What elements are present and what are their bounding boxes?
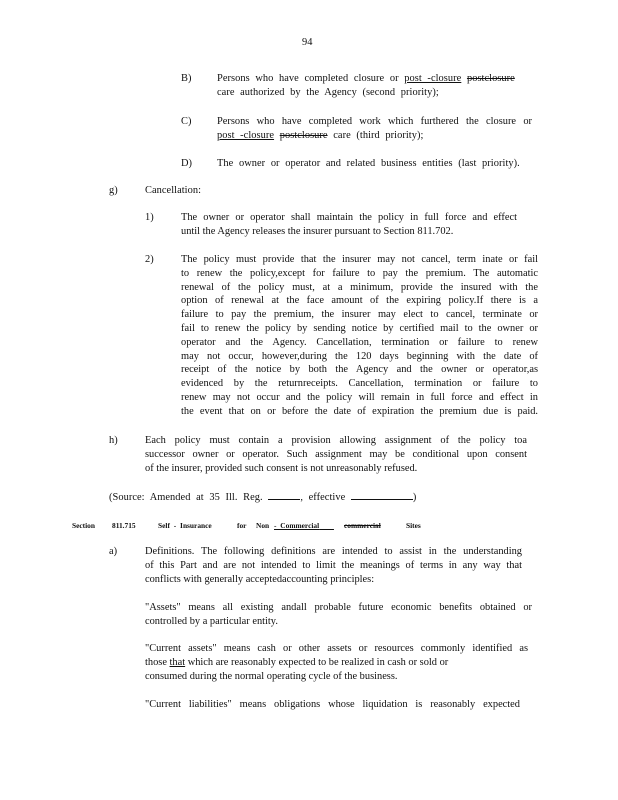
- section-title-c: Sites: [406, 521, 421, 530]
- source-effective: effective: [308, 492, 346, 503]
- item-b-text: Persons who have completed closure or: [217, 73, 405, 84]
- def-ca-line: [145, 656, 528, 670]
- item-c-deleted: postclosure: [279, 130, 328, 141]
- def-ca-those: those: [145, 656, 170, 668]
- item-d-label: D): [181, 158, 193, 169]
- g2-label: 2): [145, 254, 154, 265]
- def-assets: [145, 601, 532, 629]
- g-title: Cancellation:: [145, 185, 202, 196]
- def-ca-line: consumed during the normal operating cycle of the business.: [145, 670, 398, 682]
- section-inserted-text: - Commercial: [274, 521, 320, 530]
- def-current-assets: [145, 642, 528, 683]
- g2-line: may not occur, however,during the 120 days beginning with the date of: [181, 350, 538, 362]
- section-title-deleted: [344, 519, 381, 533]
- def-assets-line: "Assets" means all existing andall probable future economic benefits obtained or: [145, 602, 532, 613]
- item-b-label: B): [181, 73, 192, 84]
- section-title-a: Self - Insurance: [158, 521, 212, 530]
- section-deleted-text: commercial: [344, 521, 381, 530]
- defs-intro: [145, 545, 522, 586]
- item-c-line2: [217, 129, 423, 143]
- g2-line: failure to pay the premium, the insurer may elect to cancel, terminate or: [181, 309, 538, 321]
- item-b-deleted: postclosure: [466, 73, 515, 84]
- def-assets-line: controlled by a particular entity.: [145, 615, 278, 627]
- g2-line: renewal of the policy must, at a minimum, provide the insured with the: [181, 281, 538, 293]
- item-b-line1: [217, 72, 515, 86]
- g2-line: renew may not occur and the policy will remain in full force and effect in: [181, 391, 538, 403]
- source-prefix: (Source:: [109, 492, 145, 503]
- source-reg-blank: [268, 489, 300, 500]
- page-number: 94: [302, 37, 313, 48]
- section-title-b: Non: [256, 521, 270, 530]
- g1-line: The owner or operator shall maintain the policy in full force and effect: [181, 212, 517, 223]
- source-close: ): [412, 492, 417, 503]
- g2-line: fail to renew the policy by sending notice by certified mail to the owner or: [181, 322, 538, 334]
- defs-intro-line: conflicts with generally acceptedaccounting principles:: [145, 573, 375, 585]
- g1-text: [181, 211, 517, 239]
- defs-label: a): [109, 546, 118, 557]
- h-line: successor owner or operator. Such assignment may be conditional upon consent: [145, 448, 527, 460]
- h-line: of the insurer, provided such consent is not unreasonably refused.: [145, 462, 418, 474]
- g-label: g): [109, 185, 118, 196]
- item-c-inserted: post -closure: [217, 130, 275, 141]
- defs-intro-line: of this Part and are not intended to limit the meanings of terms in any way that: [145, 559, 522, 571]
- g2-text: [181, 253, 538, 419]
- g2-line: option of renewal at the face amount of the expiring policy.If there is a: [181, 295, 538, 307]
- item-c-label: C): [181, 116, 192, 127]
- h-text: [145, 434, 527, 475]
- source-text: Amended at 35 Ill. Reg.: [149, 492, 263, 503]
- section-label: Section: [72, 521, 95, 530]
- section-title-for: for: [237, 521, 247, 530]
- g1-line: until the Agency releases the insurer pursuant to Section 811.702.: [181, 225, 454, 237]
- g2-line: to renew the policy,except for failure to pay the premium. The automatic: [181, 267, 538, 279]
- def-ca-rest: which are reasonably expected to be realized in cash or sold or: [185, 656, 449, 668]
- section-title-inserted: [274, 519, 334, 533]
- defs-intro-line: Definitions. The following definitions are intended to assist in the understanding: [145, 546, 522, 557]
- def-current-liabilities: [145, 698, 520, 712]
- h-label: h): [109, 435, 118, 446]
- source-date-blank: [351, 489, 413, 500]
- h-line: Each policy must contain a provision allowing assignment of the policy toa: [145, 435, 527, 446]
- item-b-inserted: post -closure: [404, 73, 462, 84]
- g2-line: receipt of the notice by both the Agency and the owner or operator,as: [181, 364, 538, 376]
- def-ca-inserted: that: [169, 656, 186, 668]
- g2-line: The policy must provide that the insurer may not cancel, term inate or fail: [181, 254, 538, 265]
- item-b-line2: care authorized by the Agency (second priority);: [217, 87, 439, 98]
- g2-line: evidenced by the returnreceipts. Cancellation, termination or failure to: [181, 378, 538, 390]
- item-d-text: The owner or operator and related business entities (last priority).: [217, 158, 520, 169]
- g2-line: operator and the Agency. Cancellation, termination or failure to renew: [181, 336, 538, 348]
- item-c-text: [217, 115, 532, 129]
- item-c-rest: care (third priority);: [333, 130, 424, 141]
- g1-label: 1): [145, 212, 154, 223]
- source-note: (Source: Amended at 35 Ill. Reg. , effective ): [109, 489, 416, 505]
- def-ca-line: "Current assets" means cash or other assets or resources commonly identified as: [145, 643, 528, 654]
- item-c-line1: Persons who have completed work which furthered the closure or: [217, 116, 532, 127]
- def-cl-line: "Current liabilities" means obligations whose liquidation is reasonably expected: [145, 699, 520, 710]
- g2-line: the event that on or before the date of expiration the premium due is paid.: [181, 405, 538, 417]
- section-number: 811.715: [112, 521, 136, 530]
